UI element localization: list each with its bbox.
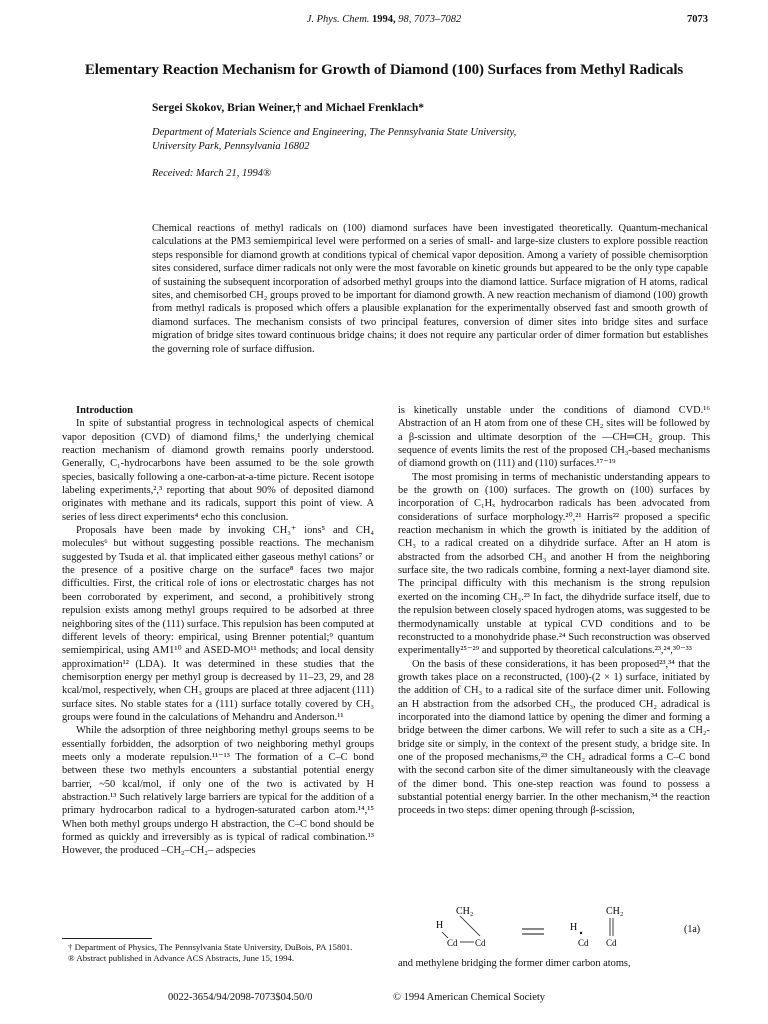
footnote-dagger: † Department of Physics, The Pennsylvania State University, DuBois, PA 15801. [68,942,353,952]
paragraph: is kinetically unstable under the conditions of diamond CVD.¹⁶ Abstraction of an H atom from one of these CH₂ sites will be followed by a β-scission and ultimate desorption of the —CH═CH₂ group. This sequence of events limits the rest of the proposed CH₃-based mechanisms of diamond growth on (111) and (110) surfaces.¹⁷⁻¹⁹ [398,405,710,470]
scheme-left-cd1: Cd [447,938,458,948]
left-column [62,404,374,858]
scheme-right-cd1: Cd [578,938,589,948]
reaction-scheme-1a [398,902,710,948]
scheme-left-h: H [436,920,444,931]
abstract: Chemical reactions of methyl radicals on (100) diamond surfaces have been investigated theoretically. Quantum-mechanical calculations at the PM3 semiempirical level were performed on a series of small- and large-size clusters to explore possible reaction steps responsible for diamond growth at conditions typical of chemical vapor deposition. Among a variety of possible chemisorption sites considered, surface dimer radicals not only were the most favorable on kinetic grounds but appeared to be the only type capable of sustaining the subsequent incorporation of adsorbed methyl groups into the diamond lattice. Surface migration of H atoms, radical sites, and chemisorbed CH₂ groups proved to be important for diamond growth. A new reaction mechanism of diamond (100) growth from methyl radicals is proposed which offers a plausible explanation for the experimentally observed fast and smooth growth of diamond surfaces. The mechanism consists of two principal features, conversion of dimer sites into bridge sites and surface migration of bridge sites toward continuous bridge chains; it does not require any particular order of dimer formation but establishes the governing role of surface diffusion. [152,223,708,355]
article-code: 0022-3654/94/2098-7073$04.50/0 [168,992,313,1003]
paragraph: In spite of substantial progress in technological aspects of chemical vapor deposition (CVD) of diamond films,¹ the underlying chemical reaction mechanism of diamond growth remains poorly understood. Generally, C₁-hydrocarbons have been assumed to be the sole growth species, basically following a one-carbon-at-a-time picture. Recent isotope labeling experiments,²,³ reporting that about 90% of deposited diamond originates with methane and its radicals, support this point of view. A series of less direct experiments⁴ echo this conclusion. [62,418,374,523]
page-number: 7073 [687,14,708,25]
affiliation [152,126,516,154]
scheme-left-cd2: Cd [475,938,486,948]
scheme-equation-label: (1a) [684,924,701,935]
journal-name: J. Phys. Chem. [306,14,370,25]
copyright: © 1994 American Chemical Society [393,992,546,1003]
scheme-bond [460,916,480,936]
scheme-right-ch2: CH₂ [606,906,624,917]
affiliation-line-1: Department of Materials Science and Engineering, The Pennsylvania State University, [152,127,517,138]
paragraph: Proposals have been made by invoking CH₃⁺ ions⁵ and CH₄ molecules⁶ but without suggesting possible reactions. The mechanism suggested by Tsuda et al. that implicated either gaseous methyl cations⁷ or the presence of a positive charge on the surface⁸ faces two major difficulties. First, the critical role of ions or electrostatic charges has not been corroborated by experiment, and second, a prohibitively strong repulsion exists among methyl groups required to be adsorbed at three neighboring sites of the (111) surface. This repulsion has been computed at different levels of theory: empirical, using Brenner potential;⁹ quantum semiempirical, using AM1¹⁰ and ASED-MO¹¹ methods; and local density approximation¹² (LDA). It was determined in these studies that the chemisorption energy per methyl group is decreased by 11–23, 29, and 28 kcal/mol, respectively, when CH₃ groups are placed at three adjacent (111) surface sites. No stable states for a (111) surface totally covered by CH₃ groups were found in the calculations of Mehandru and Anderson.¹¹ [62,525,374,723]
received-date: Received: March 21, 1994® [152,168,271,179]
scheme-radical-dot [580,932,582,934]
paragraph: On the basis of these considerations, it has been proposed²³,³⁴ that the growth takes place on a reconstructed, (100)-(2 × 1) surface, initiated by the addition of CH₃ to a radical site of the surface dimer unit. Following an H abstraction from the adsorbed CH₃, the produced CH₂ adradical is incorporated into the diamond lattice by opening the dimer and forming a bridge between the dimer carbons. We will refer to such a site as a CH₂-bridge site or simply, in the context of the present study, a bridge site. In one of the proposed mechanisms,²³ the CH₂ adradical forms a C–C bond with the second carbon site of the dimer simultaneously with the cleavage of the dimer bond. This one-step reaction was found to possess a substantial potential energy barrier. In the other mechanism,³⁴ the reaction proceeds in two steps: dimer opening through β-scission, [398,658,710,817]
footnote-abstract-published: ® Abstract published in Advance ACS Abstracts, June 15, 1994. [68,953,295,963]
paragraph: While the adsorption of three neighboring methyl groups seems to be essentially forbidden, the adsorption of two neighboring methyl groups meets only a moderate repulsion.¹¹⁻¹³ The formation of a C–C bond between these two methyls encounters a substantial potential energy barrier, ~50 kcal/mol, if only one of the two is activated by H abstraction.¹³ Such relatively large barriers are typical for the addition of a primary hydrocarbon radical to a hydrogen-saturated carbon atom.¹⁴,¹⁵ When both methyl groups undergo H abstraction, the C–C bond should be formed as quickly and irreversibly as is typical of radical combination.¹³ However, the produced –CH₂–CH₂– adspecies [62,725,374,857]
scheme-right-h: H [570,922,578,933]
paragraph: The most promising in terms of mechanistic understanding appears to be the growth on (100) surfaces. The growth on (100) surfaces by incorporation of C₁Hₓ hydrocarbon radicals has been advocated from considerations of surface morphology.²⁰,²¹ Harris²² proposed a specific reaction mechanism in which the growth is initiated by the addition of CH₃ to a radical created on a dihydride surface. After an H atom is abstracted from the adsorbed CH₃ and another H from the neighboring surface site, the two radicals combine, forming a next-layer diamond site. The principal difficulty with this mechanism is the strong repulsion exerted on the incoming CH₃.²³ In fact, the dihydride surface itself, due to the repulsion between closely spaced hydrogen atoms, was suggested to be thermodynamically unstable at typical CVD conditions and to be reconstructed to a monohydride phase.²⁴ Such reconstruction was observed experimentally²⁵⁻²⁹ and supported by theoretical calculations.²³,²⁴,³⁰⁻³³ [398,471,710,657]
right-column [398,404,710,818]
affiliation-line-2: University Park, Pennsylvania 16802 [152,141,310,152]
section-heading-introduction: Introduction [76,405,133,416]
journal-citation [60,14,708,25]
journal-volume-pages: 98, 7073–7082 [398,14,462,25]
running-header [60,14,708,32]
footnote-rule [62,938,152,939]
journal-year: 1994, [372,14,396,25]
scheme-right-cd2: Cd [606,938,617,948]
footnotes [62,938,374,964]
paper-authors: Sergei Skokov, Brian Weiner,† and Michael Frenklach* [152,102,424,114]
paper-title: Elementary Reaction Mechanism for Growth of Diamond (100) Surfaces from Methyl Radicals [84,62,684,78]
paragraph-continuation: and methylene bridging the former dimer carbon atoms, [398,958,631,969]
scheme-left-ch2: CH₂ [456,906,474,917]
